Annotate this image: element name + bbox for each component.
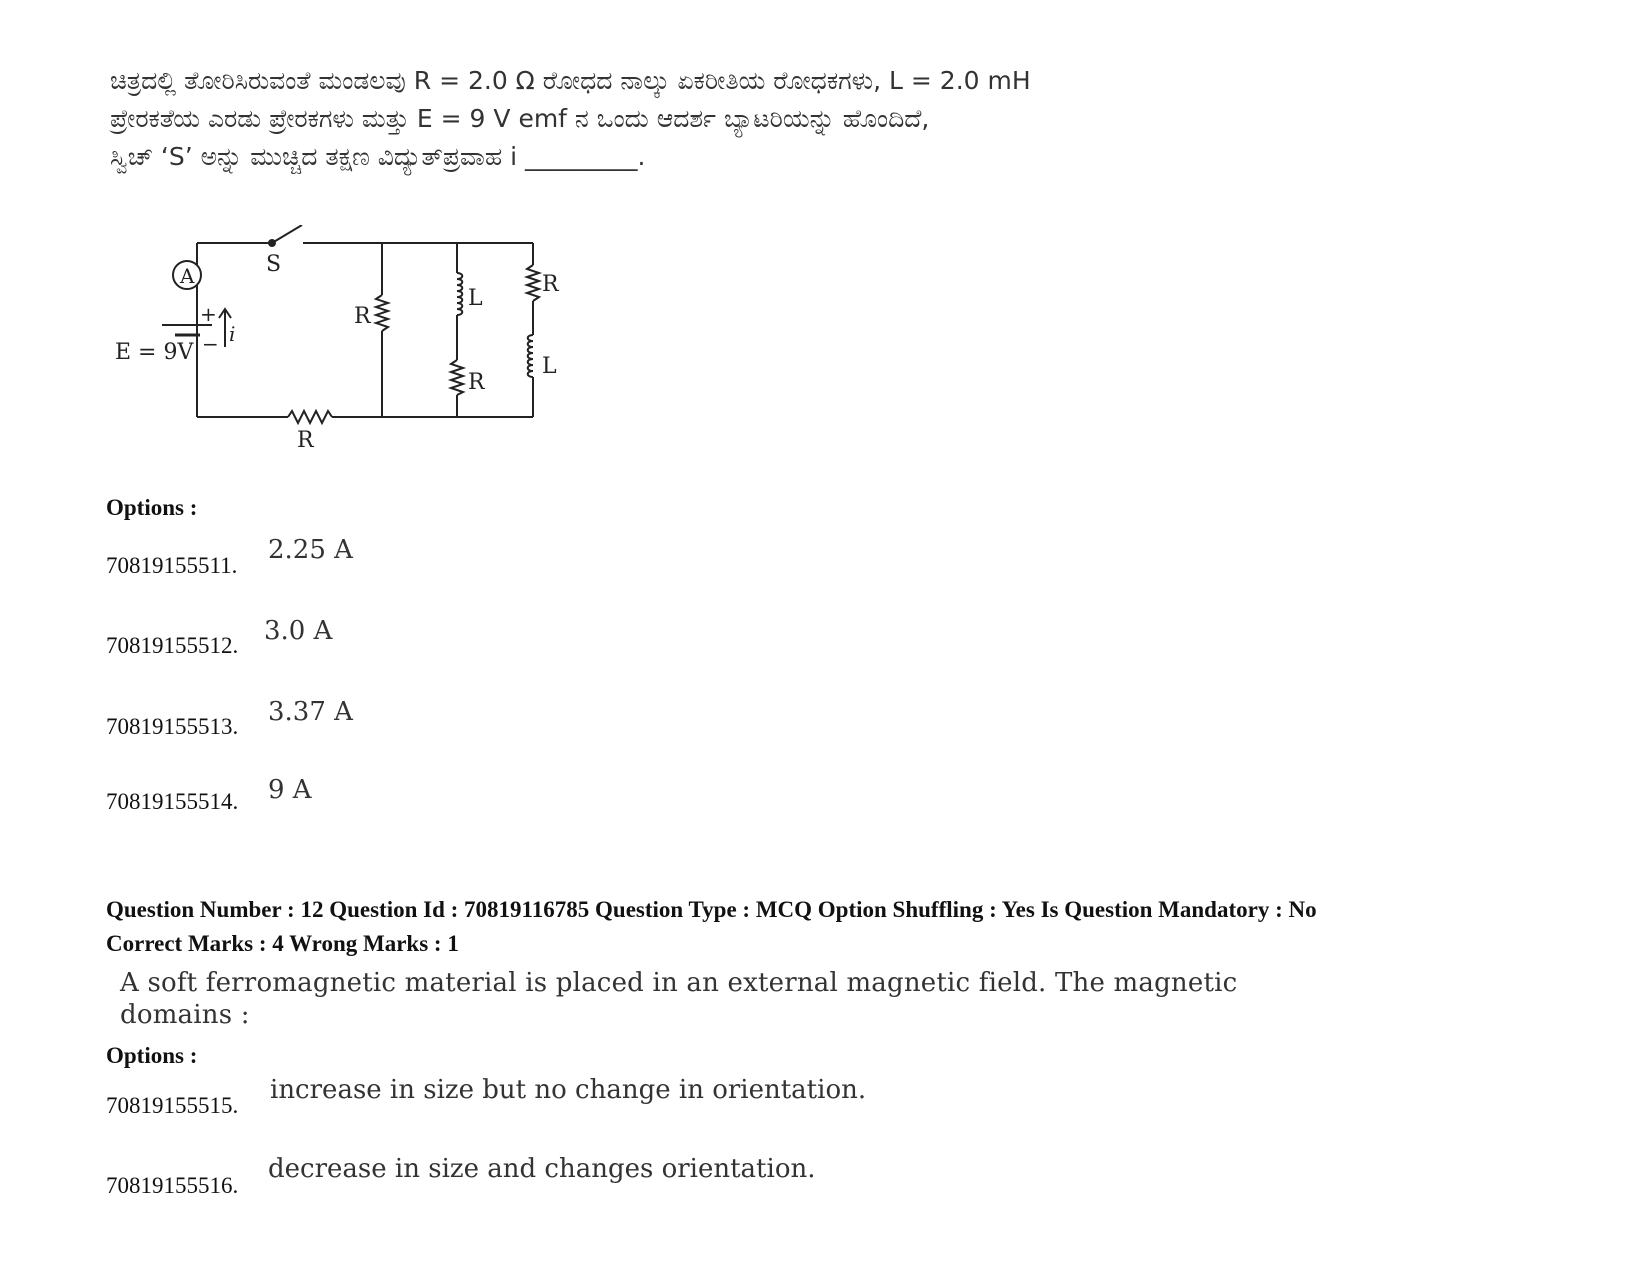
switch-contact-dot (268, 239, 276, 247)
option-text: 3.0 A (264, 616, 333, 646)
option-id: 70819155514. (106, 789, 239, 814)
option-id: 70819155512. (106, 633, 239, 658)
circuit-diagram (110, 225, 610, 475)
current-label: i (229, 322, 236, 346)
option-text: 9 A (268, 775, 312, 805)
battery-emf-label: E = 9V (115, 340, 194, 365)
inductor-label-branch3: L (542, 354, 557, 379)
options-heading: Options : (106, 1043, 198, 1068)
option-id: 70819155513. (106, 714, 239, 739)
question-stem-line-3: ಸ್ವಿಚ್ ‘S’ ಅನ್ನು ಮುಚ್ಚಿದ ತಕ್ಷಣ ವಿದ್ಯುತ್‌ಪ್ರವಾಹ i _________. (110, 142, 646, 171)
switch-label: S (266, 252, 282, 277)
resistor-label-branch2: R (468, 370, 485, 395)
question-stem-line-2: ಪ್ರೇರಕತೆಯ ಎರಡು ಪ್ರೇರಕಗಳು ಮತ್ತು E = 9 V emf ನ ಒಂದು ಆದರ್ಶ ಬ್ಯಾಟರಿಯನ್ನು ಹೊಂದಿದೆ, (110, 104, 930, 133)
options-heading: Options : (106, 495, 198, 520)
option-text: 2.25 A (268, 535, 353, 565)
question-marks-line: Correct Marks : 4 Wrong Marks : 1 (106, 931, 459, 956)
resistor-label-bottom: R (297, 428, 314, 453)
option-id: 70819155511. (106, 553, 238, 578)
battery-minus-label: − (202, 332, 219, 356)
ammeter-label: A (180, 264, 195, 288)
question-meta-line: Question Number : 12 Question Id : 70819116785 Question Type : MCQ Option Shuffling : Yes Is Question Mandatory : No (106, 897, 1317, 922)
question-stem-line-1: A soft ferromagnetic material is placed in an external magnetic field. The magnetic (120, 968, 1238, 998)
option-text: decrease in size and changes orientation. (268, 1154, 816, 1184)
option-text: 3.37 A (268, 697, 353, 727)
inductor-label-branch2: L (468, 286, 483, 311)
question-stem-line-1: ಚಿತ್ರದಲ್ಲಿ ತೋರಿಸಿರುವಂತೆ ಮಂಡಲವು R = 2.0 Ω ರೋಧದ ನಾಲ್ಕು ಏಕರೀತಿಯ ರೋಧಕಗಳು, L = 2.0 mH (110, 66, 1031, 95)
resistor-label-branch3: R (542, 272, 559, 297)
option-id: 70819155516. (106, 1173, 239, 1198)
question-stem-line-2: domains : (120, 1000, 250, 1030)
battery-plus-label: + (200, 302, 217, 326)
option-text: increase in size but no change in orientation. (270, 1075, 867, 1105)
option-id: 70819155515. (106, 1093, 239, 1118)
resistor-label-branch1: R (354, 304, 371, 329)
